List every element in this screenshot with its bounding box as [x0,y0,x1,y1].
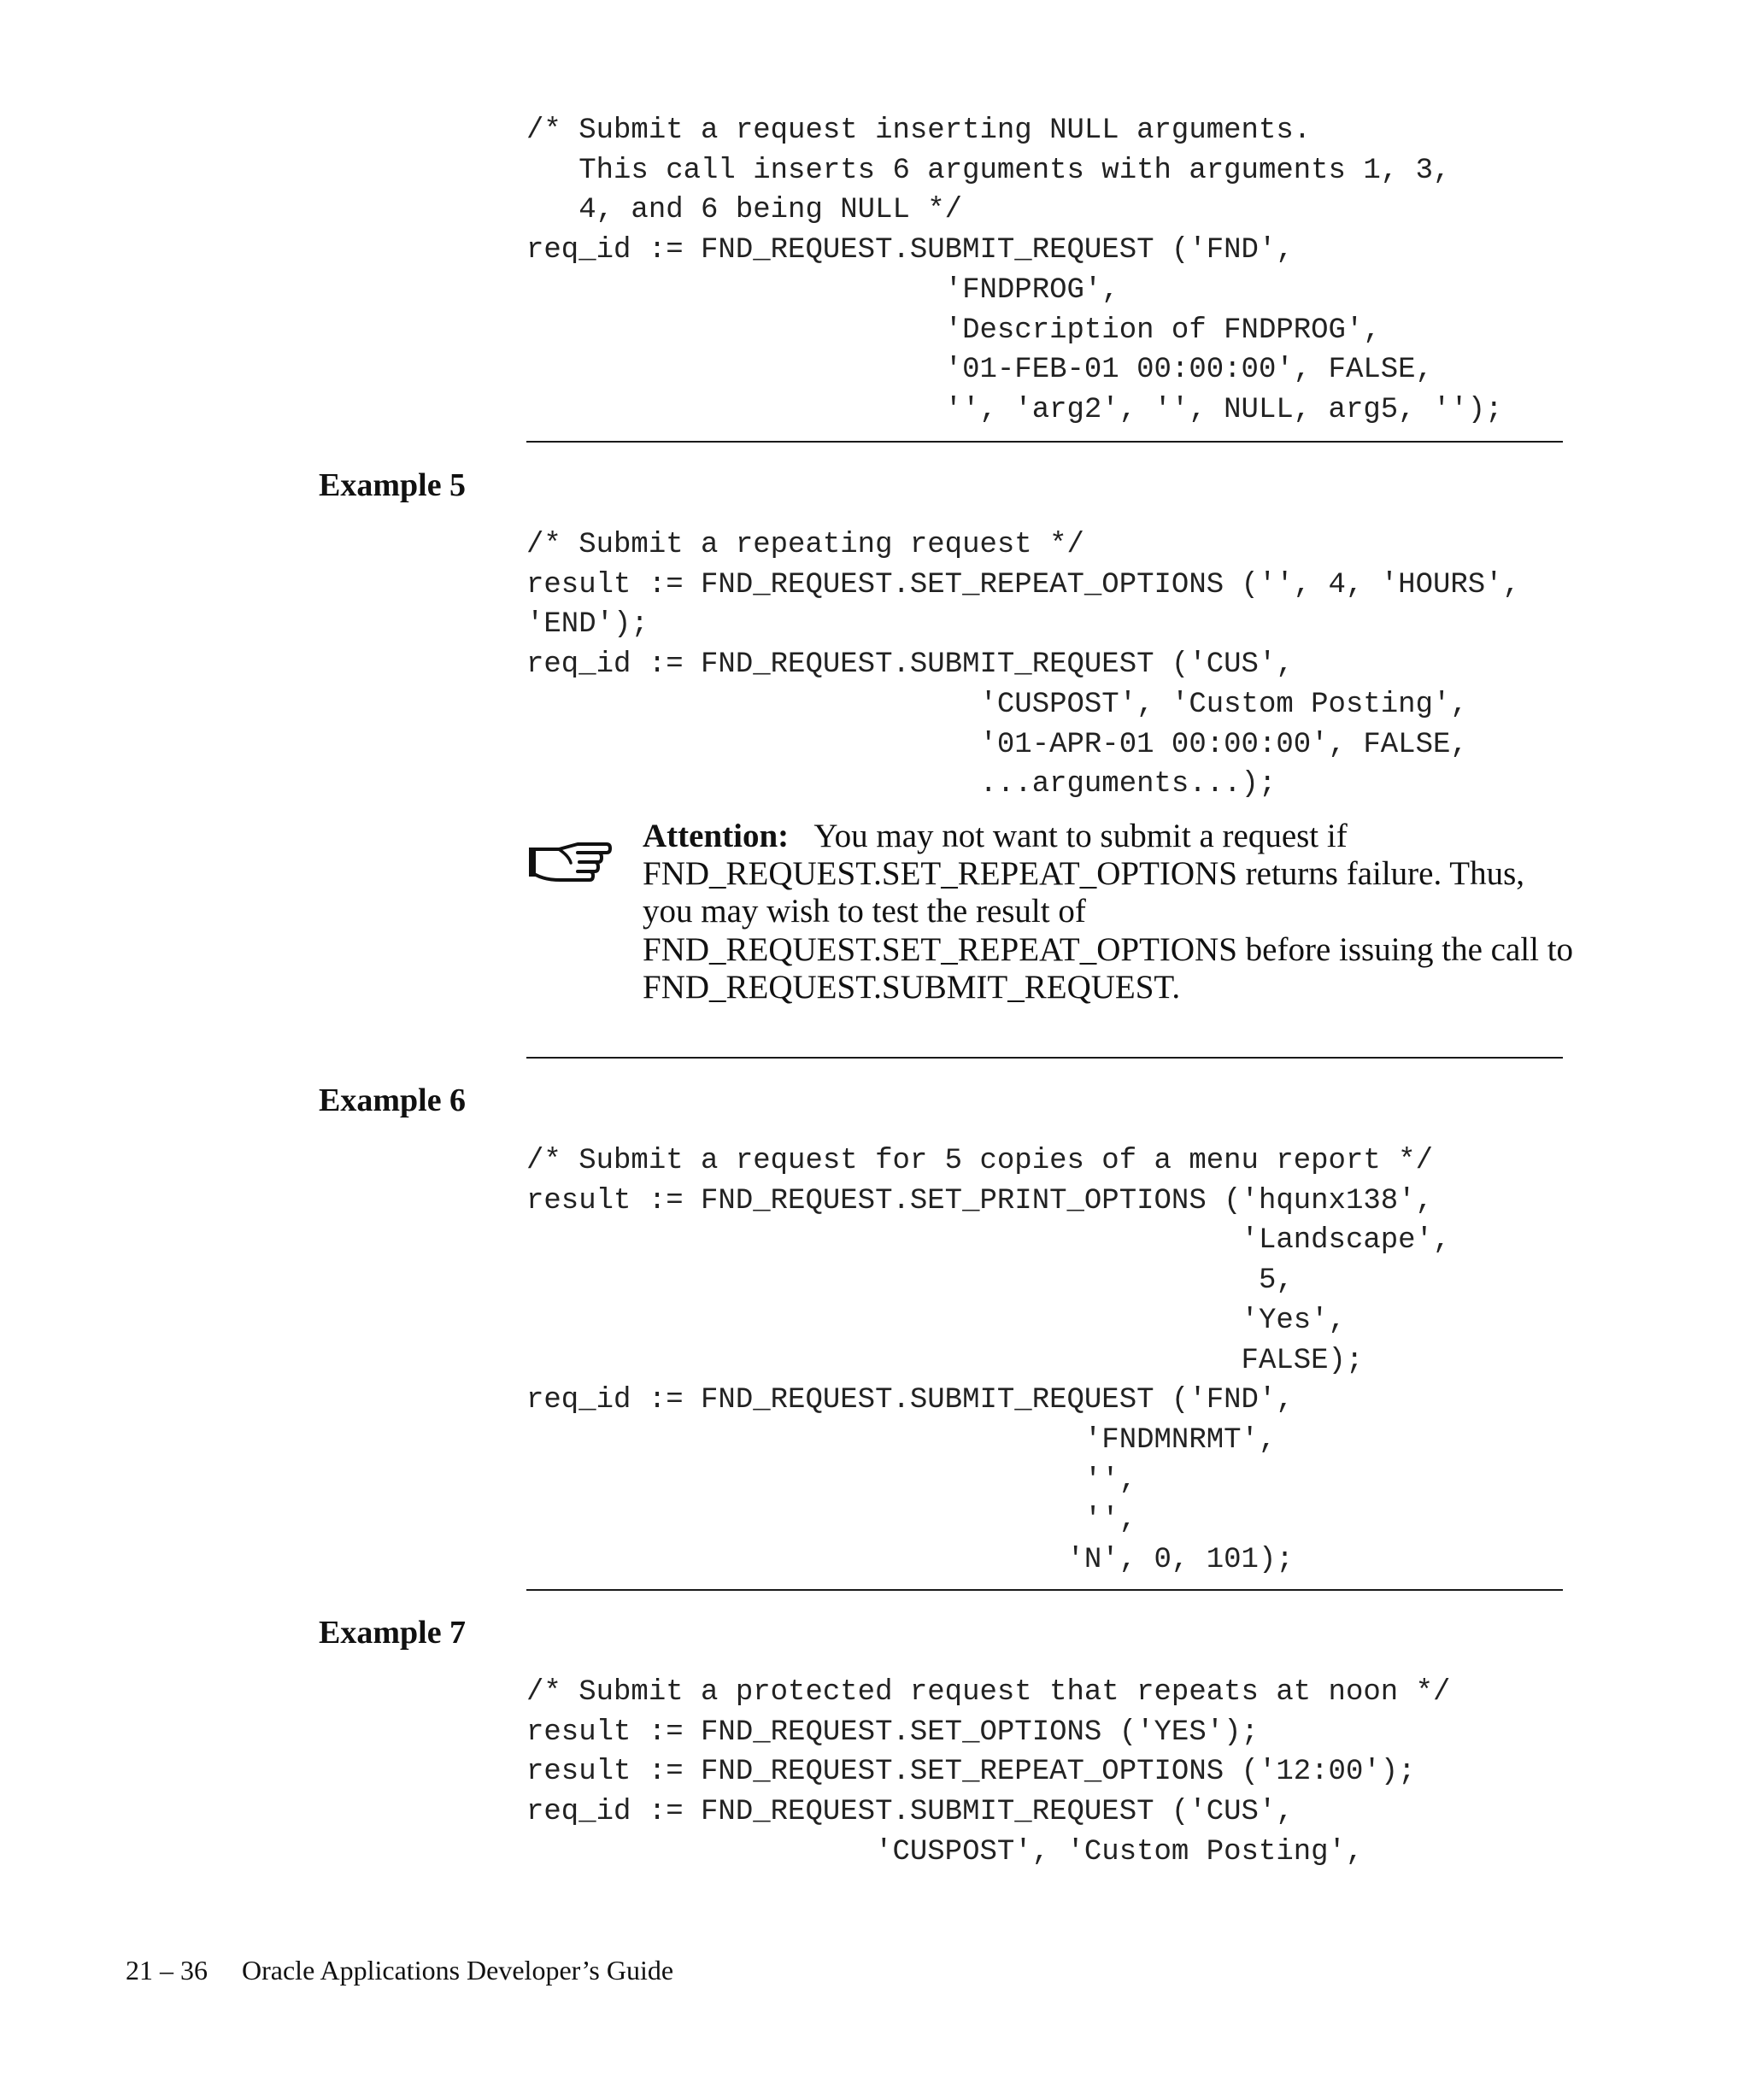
code-block-print-options: /* Submit a request for 5 copies of a menu report */ result := FND_REQUEST.SET_PRINT_OPTIONS ('hqunx138', 'Landscape', 5, 'Yes', FALSE); req_id := FND_REQUEST.SUBMIT_REQUEST ('FND', 'FNDMNRMT', '', '', 'N', 0, 101); [526,1145,1451,1577]
attention-note [643,818,1583,1006]
section-divider [526,1057,1563,1059]
page-number: 21 – 36 [126,1955,208,1986]
attention-label: Attention: [643,818,790,854]
page-footer [126,1953,673,1987]
heading-example-5: Example 5 [319,467,467,503]
pointing-hand-icon [526,836,612,887]
attention-text: You may not want to submit a request if FND_REQUEST.SET_REPEAT_OPTIONS returns failure. Thus, you may wish to test the result of FND_REQUEST.SET_REPEAT_OPTIONS before issuing the call to FND_REQUEST.SUBMIT_REQUEST. [643,818,1574,1006]
code-block-repeating-request: /* Submit a repeating request */ result := FND_REQUEST.SET_REPEAT_OPTIONS ('', 4, 'HOURS', 'END'); req_id := FND_REQUEST.SUBMIT_REQUEST ('CUS', 'CUSPOST', 'Custom Posting', '01-APR-01 00:00:00', FALSE, ...arguments...); [526,529,1520,801]
section-divider [526,1589,1563,1591]
section-divider [526,441,1563,443]
heading-example-6: Example 6 [319,1082,467,1118]
code-block-null-arguments: /* Submit a request inserting NULL arguments. This call inserts 6 arguments with arguments 1, 3, 4, and 6 being NULL */ req_id := FND_REQUEST.SUBMIT_REQUEST ('FND', 'FNDPROG', 'Description of FNDPROG', '01-FEB-01 00:00:00', FALSE, '', 'arg2', '', NULL, arg5, ''); [526,114,1503,426]
code-block-protected-request: /* Submit a protected request that repeats at noon */ result := FND_REQUEST.SET_OPTIONS ('YES'); result := FND_REQUEST.SET_REPEAT_OPTIONS ('12:00'); req_id := FND_REQUEST.SUBMIT_REQUEST ('CUS', 'CUSPOST', 'Custom Posting', [526,1676,1451,1868]
heading-example-7: Example 7 [319,1615,467,1651]
book-title: Oracle Applications Developer’s Guide [242,1955,674,1986]
